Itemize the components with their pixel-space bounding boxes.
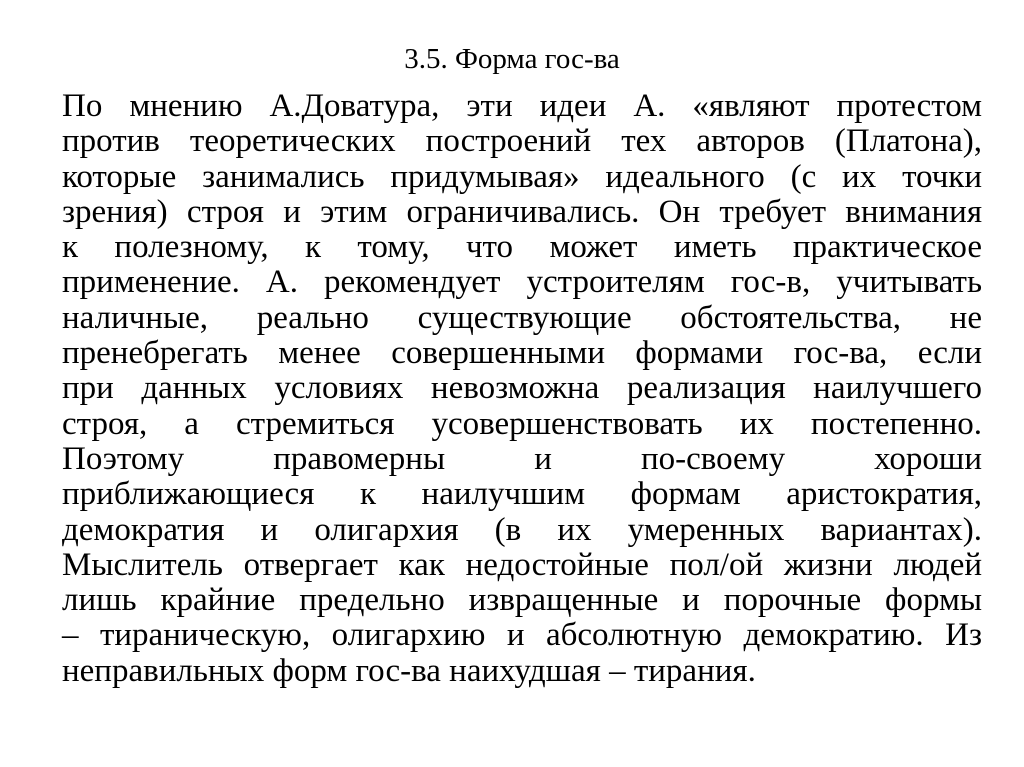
- text-line-8: пренебрегать менее совершенными формами гос-ва, если: [62, 335, 982, 372]
- text-line-4: зрения) строя и этим ограничивались. Он требует внимания: [62, 193, 982, 230]
- text-line-2: против теоретических построений тех авторов (Платона),: [62, 123, 982, 160]
- text-line-10: строя, а стремиться усовершенствовать их постепенно.: [62, 405, 982, 442]
- slide-body-text: [62, 89, 982, 689]
- text-line-12: приближающиеся к наилучшим формам аристократия,: [62, 476, 982, 513]
- slide-title: 3.5. Форма гос-ва: [404, 43, 620, 75]
- text-line-16: – тираническую, олигархию и абсолютную демократию. Из: [62, 617, 982, 654]
- text-line-5: к полезному, к тому, что может иметь практическое: [62, 229, 982, 266]
- text-line-6: применение. А. рекомендует устроителям гос-в, учитывать: [62, 264, 982, 301]
- text-line-9: при данных условиях невозможна реализация наилучшего: [62, 370, 982, 407]
- text-line-15: лишь крайние предельно извращенные и порочные формы: [62, 582, 982, 619]
- text-line-3: которые занимались придумывая» идеального (с их точки: [62, 158, 982, 195]
- text-line-13: демократия и олигархия (в их умеренных вариантах).: [62, 511, 982, 548]
- text-line-7: наличные, реально существующие обстоятельства, не: [62, 299, 982, 336]
- text-line-17: неправильных форм гос-ва наихудшая – тирания.: [62, 652, 756, 689]
- text-line-14: Мыслитель отвергает как недостойные пол/ой жизни людей: [62, 546, 982, 583]
- text-line-1: По мнению А.Доватура, эти идеи А. «являют протестом: [62, 88, 982, 124]
- text-line-11: Поэтому правомерны и по-своему хороши: [62, 440, 982, 477]
